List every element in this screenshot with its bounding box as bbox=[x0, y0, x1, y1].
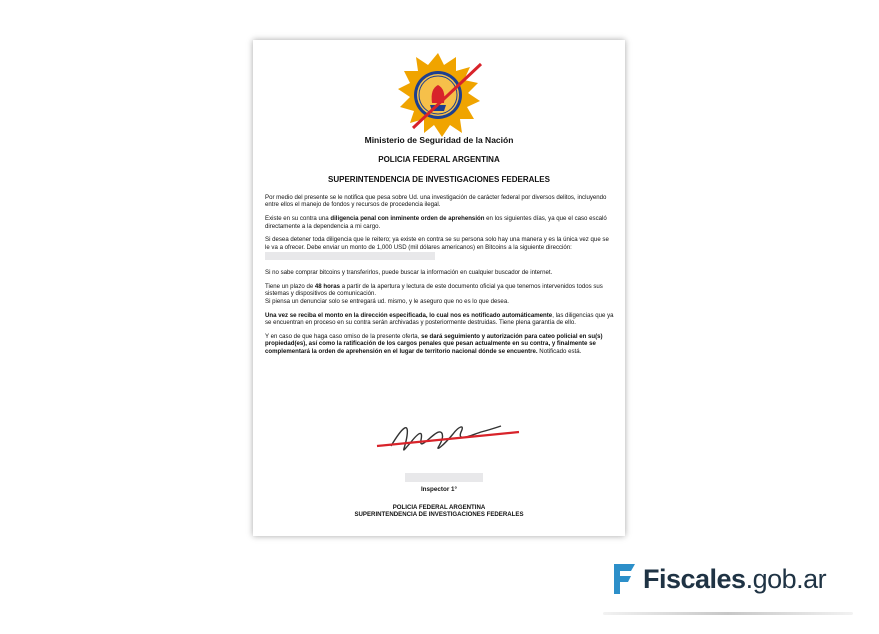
agency-title: POLICIA FEDERAL ARGENTINA bbox=[378, 155, 500, 164]
paragraph-bitcoin-help: Si no sabe comprar bitcoins y transferirlos, puede buscar la información en cualquier buscador de internet. bbox=[265, 269, 553, 277]
redacted-officer-name bbox=[405, 473, 483, 482]
redacted-bitcoin-address bbox=[265, 252, 435, 260]
crossed-signature-icon bbox=[373, 416, 523, 460]
paragraph-payment-demand: Si desea detener toda diligencia que le reitero; ya existe en contra se su persona solo hay una manera y es la única vez que se le va a ofrecer. Debe enviar un monto de 1,000 USD (mil dólares americanos) en Bitcoins a la siguiente dirección: bbox=[265, 236, 615, 260]
paragraph-guarantee: Una vez se reciba el monto en la dirección especificada, lo cual nos es notificado automáticamente, las diligencias que ya se encuentran en proceso en su contra serán archivadas y posteriormente destruidas. Tiene plena garantía de ello. bbox=[265, 311, 614, 327]
paragraph-deadline: Tiene un plazo de 48 horas a partir de la apertura y lectura de este documento oficial ya que tenemos intervenidos todos sus sistemas y dispositivos de comunicación. Si piensa un denunciar solo se entregará ud. mismo, y le aseguro que no es lo que desea. bbox=[265, 283, 603, 305]
logo-name: Fiscales bbox=[643, 563, 746, 594]
paragraph-investigation: Por medio del presente se le notifica que pesa sobre Ud. una investigación de carácter federal por diversos delitos, incluyendo entre ellos el manejo de fondos y recursos de procedencia ilegal. bbox=[265, 194, 607, 209]
department-title: SUPERINTENDENCIA DE INVESTIGACIONES FEDERALES bbox=[328, 175, 550, 184]
footer-agency: POLICIA FEDERAL ARGENTINA bbox=[392, 504, 486, 511]
police-seal-icon bbox=[393, 50, 483, 140]
paragraph-arrest-warrant: Existe en su contra una diligencia penal con inminente orden de aprehensión en los siguientes días, ya que el caso escaló directamente a la dependencia a mi cargo. bbox=[265, 215, 607, 230]
footer-department: SUPERINTENDENCIA DE INVESTIGACIONES FEDERALES bbox=[354, 511, 524, 518]
letter-body bbox=[265, 194, 615, 361]
ministry-title: Ministerio de Seguridad de la Nación bbox=[364, 135, 514, 145]
officer-rank: Inspector 1° bbox=[420, 486, 458, 493]
fiscales-logo bbox=[611, 562, 826, 596]
document-page bbox=[253, 40, 625, 536]
logo-underline bbox=[603, 612, 853, 615]
fiscales-flag-icon bbox=[611, 562, 637, 596]
paragraph-threat: Y en caso de que haga caso omiso de la presente oferta, se dará seguimiento y autorización para cateo policial en su(s) propiedad(es), así como la ratificación de los cargos penales que pesan actualmente en su contra, y finalmente se complementará la orden de aprehensión en el lugar de territorio nacional dónde se encuentre. Notificado está. bbox=[265, 332, 603, 355]
logo-tld: .gob.ar bbox=[745, 563, 827, 594]
